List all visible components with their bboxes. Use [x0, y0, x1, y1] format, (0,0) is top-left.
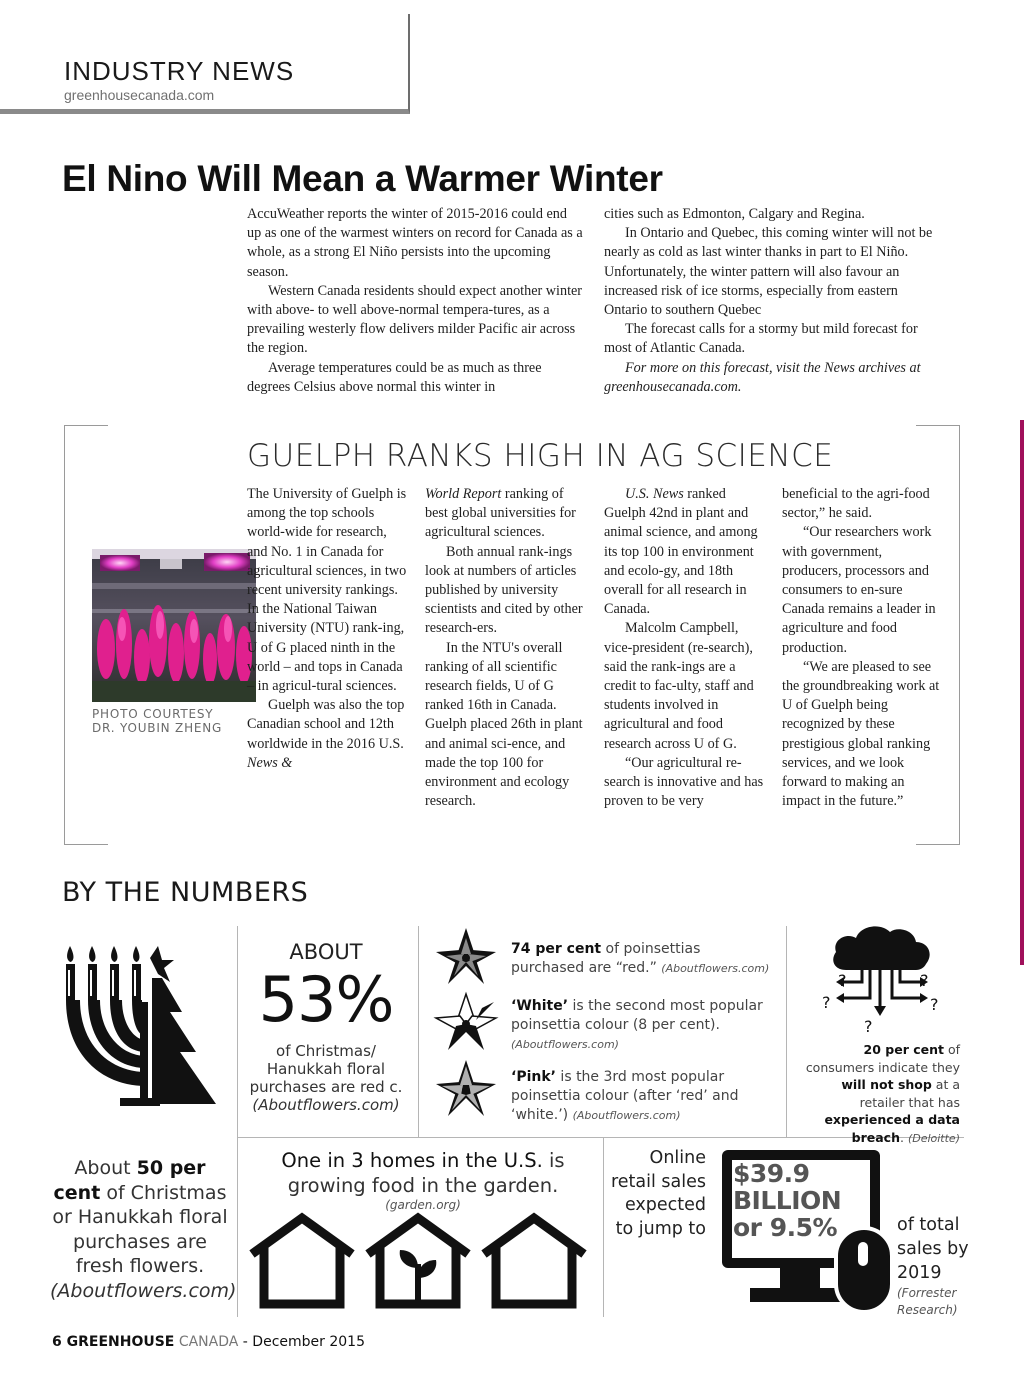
poinsettia-stat-3 — [511, 1068, 773, 1125]
stat-text: . — [899, 1129, 908, 1145]
stat-text: About — [74, 1157, 137, 1179]
stat-bold: 50 per cent — [53, 1157, 206, 1204]
stat-text: of consumers indicate they — [805, 1042, 960, 1075]
stat-source: (Aboutflowers.com) — [511, 1038, 619, 1051]
paragraph: Average temperatures could be as much as three degrees Celsius above normal this winter in — [247, 359, 542, 395]
grid-divider — [237, 926, 238, 1138]
paragraph: Western Canada residents should expect another winter with above- to well above-normal tempera-tures, as a prevailing westerly flow delivers milder Pacific air across the region. — [247, 282, 583, 357]
archive-note[interactable]: For more on this forecast, visit the News archives at greenhousecanada.com. — [604, 359, 921, 395]
stat-bold: experienced a data breach — [824, 1112, 960, 1145]
paragraph: In the National Taiwan University (NTU) rank-ing, U of G placed ninth in the world – and tops in Canada – in agricul-tural sciences. — [247, 601, 405, 695]
frame-corner — [916, 425, 960, 426]
guelph-column-4 — [782, 485, 942, 811]
greenhouse-flowers-image — [92, 549, 256, 702]
paragraph: Both annual rank-ings look at numbers of articles published by university scientists and cited by other research-ers. — [425, 543, 583, 637]
paragraph: The forecast calls for a stormy but mild forecast for most of Atlantic Canada. — [604, 321, 918, 357]
publication-name: U.S. News — [625, 486, 684, 502]
publication-name: News & — [247, 754, 293, 771]
question-mark-icon: ? — [920, 971, 929, 990]
red-poinsettia-icon — [436, 928, 496, 984]
text-run: ranked Guelph 42nd in plant and animal science, and among its top 100 in environment and ecolo-gy, and 18th overall for all research in Canada. — [604, 486, 758, 618]
magazine-brand-suffix: CANADA — [174, 1334, 239, 1350]
stat-description: of Christmas/ Hanukkah floral purchases are red c. — [249, 1042, 403, 1096]
white-poinsettia-icon — [436, 994, 496, 1050]
section-label: INDUSTRY NEWS — [64, 56, 295, 86]
pink-poinsettia-icon — [436, 1060, 496, 1116]
paragraph: In the NTU's overall ranking of all scientific research fields, U of G ranked 16th in Canada. Guelph placed 26th in plant and animal sci-ence, and made the top 100 for environment and ecology research. — [425, 639, 583, 810]
poinsettia-stat-2 — [511, 997, 773, 1054]
paragraph: cities such as Edmonton, Calgary and Regina. — [604, 206, 865, 222]
stat-text: of total sales by 2019 — [897, 1215, 969, 1283]
stat-bold: ‘White’ — [511, 998, 569, 1014]
question-mark-icon: ? — [822, 993, 831, 1012]
stat-red-purchases — [240, 940, 412, 1114]
stat-source: (Forrester Research) — [897, 1286, 958, 1317]
stat-text: is the 3rd most popular poinsettia colour (after ‘red’ and ‘white.’) — [511, 1069, 739, 1123]
guelph-title: GUELPH RANKS HIGH IN AG SCIENCE — [247, 438, 834, 474]
publication-name: World Report — [425, 486, 502, 502]
question-mark-icon: ? — [838, 971, 847, 990]
online-sales-amount: $39.9 BILLION or 9.5% — [733, 1159, 842, 1242]
photo-credit-line: PHOTO COURTESY — [92, 707, 214, 721]
data-breach-stat — [796, 1041, 960, 1147]
paragraph: “We are pleased to see the groundbreaking work at U of Guelph being recognized by these prestigious global ranking services, and we look forward to making an impact in the future.” — [782, 658, 940, 810]
house-icon — [252, 1218, 352, 1304]
question-mark-icon: ? — [930, 995, 939, 1014]
photo-credit — [92, 707, 222, 735]
guelph-column-2 — [425, 485, 585, 811]
stat-text: of poinsettias purchased are “red.” — [511, 941, 701, 976]
menorah-tree-icon — [58, 942, 228, 1122]
seedling-icon — [400, 1250, 437, 1300]
stat-percent: 53% — [258, 963, 394, 1036]
question-mark-icon: ? — [864, 1017, 873, 1036]
paragraph — [425, 485, 585, 543]
stat-source: (Aboutflowers.com) — [661, 962, 770, 975]
houses-icons — [244, 1212, 598, 1310]
paragraph: AccuWeather reports the winter of 2015-2016 could end up as one of the warmest winters on record for Canada as a whole, as a strong El Niño persists into the upcoming season. — [247, 206, 583, 280]
paragraph — [604, 485, 764, 619]
paragraph: The University of Guelph is among the top schools world-wide for research, and No. 1 in Canada for agricultural sciences, in two recent university rankings. — [247, 486, 407, 599]
frame-corner — [64, 425, 108, 426]
stat-bold: will not shop — [841, 1077, 932, 1092]
elnino-column-1 — [247, 205, 584, 397]
grid-divider — [418, 926, 419, 1138]
page-number: 6 — [52, 1334, 67, 1350]
cloud-data-icon — [818, 924, 948, 1036]
paragraph: In Ontario and Quebec, this coming winter will not be nearly as cold as last winter thanks in part to El Niño. Unfortunately, the winter pattern will also favour an increased risk of ice storms, especially from eastern Ontario to southern Quebec — [604, 225, 933, 319]
text-run: ranking of best global universities for agricultural sciences. — [425, 486, 576, 541]
grid-divider — [786, 926, 787, 1138]
paragraph: Malcolm Campbell, vice-president (re-search), said the rank-ings are a credit to fac-ulty, staff and students involved in agricultural and food research across U of G. — [604, 620, 754, 752]
article-headline: El Nino Will Mean a Warmer Winter — [62, 158, 663, 199]
grid-divider — [237, 1137, 238, 1317]
paragraph: “Our agricultural re-search is innovative and has proven to be very — [604, 754, 764, 810]
greenhouse-photo — [92, 549, 256, 702]
poinsettia-icons — [428, 926, 504, 1122]
guelph-column-1 — [247, 485, 407, 773]
frame-corner — [916, 844, 960, 845]
stat-about-label: ABOUT — [289, 940, 363, 964]
stat-source: (Aboutflowers.com) — [252, 1096, 400, 1114]
text-run: Guelph was also the top Canadian school and 12th worldwide in the 2016 U.S. — [247, 697, 405, 752]
page-footer — [52, 1334, 365, 1350]
frame-corner — [64, 844, 108, 845]
stat-source: (garden.org) — [385, 1198, 461, 1212]
magazine-brand: GREENHOUSE — [66, 1334, 175, 1350]
issue-date: - December 2015 — [238, 1334, 365, 1350]
online-sales-lead: Online retail sales expected to jump to — [610, 1148, 706, 1239]
house-icon — [484, 1218, 584, 1304]
stat-bold: ‘Pink’ — [511, 1069, 556, 1085]
stat-text: is growing food in the garden. — [287, 1149, 565, 1197]
stat-source: (Deloitte) — [907, 1131, 960, 1145]
paragraph — [247, 696, 407, 773]
stat-bold: 74 per cent — [511, 941, 602, 957]
stat-text: at a retailer that has — [859, 1077, 960, 1110]
stat-text: of Christmas or Hanukkah floral purchases are fresh flowers. — [52, 1181, 228, 1277]
online-sales-tail — [897, 1213, 969, 1319]
paragraph: beneficial to the agri-food sector,” he said. — [782, 486, 930, 522]
grid-divider — [603, 1137, 604, 1317]
stat-highlight: One in 3 homes in the U.S. — [281, 1149, 543, 1172]
paragraph-link-note — [604, 359, 942, 397]
photo-credit-line: DR. YOUBIN ZHENG — [92, 721, 223, 735]
stat-text: is the second most popular poinsettia colour (8 per cent). — [511, 998, 763, 1033]
stat-source: (Aboutflowers.com) — [50, 1279, 237, 1302]
site-url[interactable]: greenhousecanada.com — [64, 87, 215, 103]
elnino-column-2 — [604, 205, 942, 397]
garden-stat — [262, 1148, 584, 1212]
guelph-column-3 — [604, 485, 764, 811]
by-the-numbers-label: BY THE NUMBERS — [62, 877, 309, 908]
paragraph: “Our researchers work with government, producers, processors and consumers to en-sure Canada remains a leader in agriculture and food production. — [782, 524, 936, 656]
page-edge-accent — [1020, 420, 1024, 965]
stat-bold: 20 per cent — [863, 1042, 944, 1057]
stat-source: (Aboutflowers.com) — [572, 1109, 681, 1122]
poinsettia-stat-1 — [511, 940, 773, 978]
fresh-flowers-stat — [50, 1156, 237, 1303]
